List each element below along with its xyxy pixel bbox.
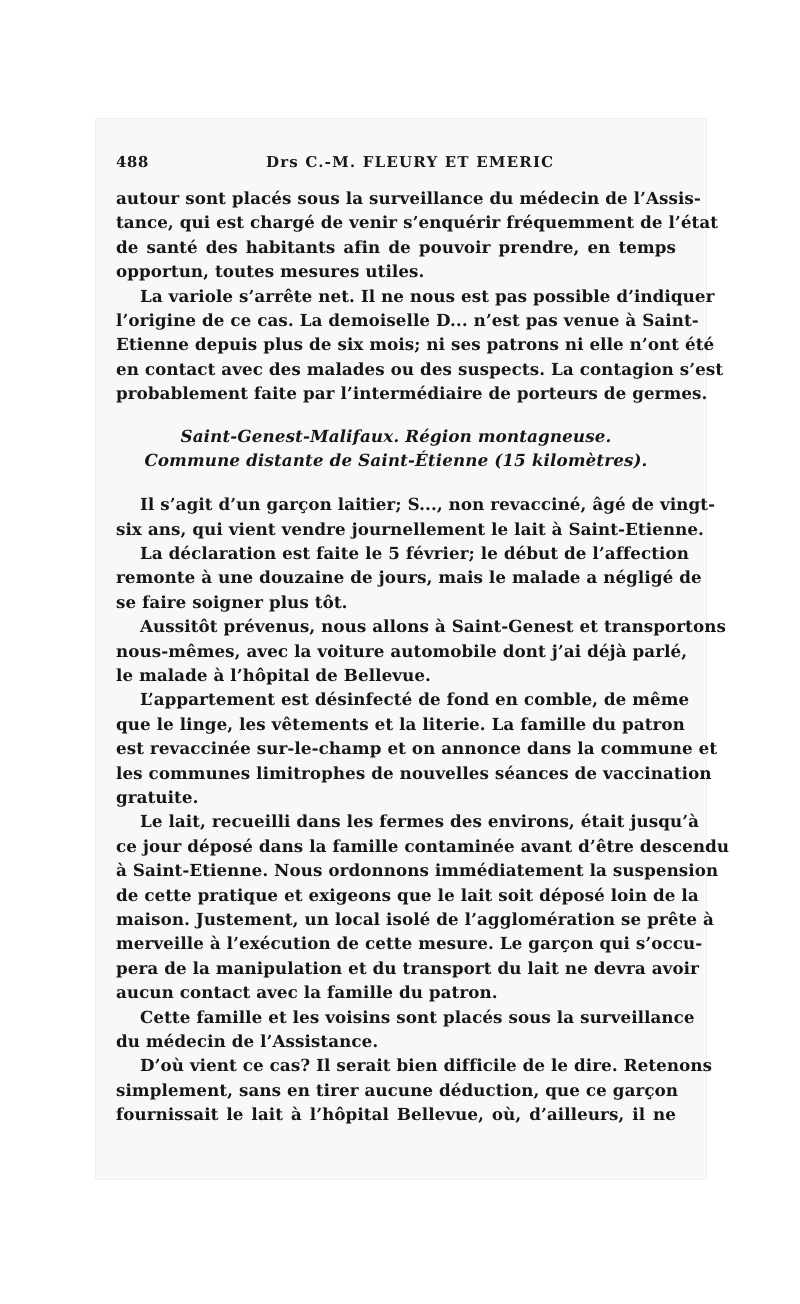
- text-line: aucun contact avec la famille du patron.: [116, 982, 498, 1003]
- text-line: l’origine de ce cas. La demoiselle D... n’est pas venue à Saint-: [116, 309, 699, 330]
- text-line: simplement, sans en tirer aucune déduction, que ce garçon: [116, 1079, 679, 1100]
- text-line: de santé des habitants afin de pouvoir prendre, en temps: [116, 236, 676, 257]
- heading-line: Commune distante de Saint-Étienne (15 kilomètres).: [144, 449, 648, 470]
- section-heading: [116, 424, 676, 473]
- text-line: le malade à l’hôpital de Bellevue.: [116, 665, 431, 686]
- text-line: six ans, qui vient vendre journellement le lait à Saint-Etienne.: [116, 518, 704, 539]
- paragraph-milk-suspension: [116, 809, 730, 1004]
- text-line: autour sont placés sous la surveillance du médecin de l’Assis-: [116, 188, 701, 208]
- text-line: les communes limitrophes de nouvelles séances de vaccination: [116, 762, 712, 783]
- text-line: maison. Justement, un local isolé de l’agglomération se prête à: [116, 908, 714, 929]
- text-line: Cette famille et les voisins sont placés sous la surveillance: [140, 1006, 695, 1027]
- paragraph-surveillance: [116, 1005, 695, 1054]
- text-line: opportun, toutes mesures utiles.: [116, 261, 425, 282]
- paragraph-disinfection: [116, 687, 718, 809]
- text-line: Etienne depuis plus de six mois; ni ses patrons ni elle n’ont été: [116, 334, 715, 355]
- paragraph-variola: [116, 284, 724, 406]
- paragraph-origin: [116, 1053, 713, 1126]
- text-line: de cette pratique et exigeons que le lait soit déposé loin de la: [116, 884, 699, 905]
- text-line: pera de la manipulation et du transport du lait ne devra avoir: [116, 957, 700, 978]
- continued-paragraph: [116, 186, 719, 284]
- text-line: en contact avec des malades ou des suspects. La contagion s’est: [116, 358, 724, 379]
- text-line: La variole s’arrête net. Il ne nous est pas possible d’indiquer: [140, 285, 715, 306]
- text-line: D’où vient ce cas? Il serait bien difficile de le dire. Retenons: [140, 1055, 713, 1076]
- page-number: 488: [116, 153, 149, 171]
- text-line: Le lait, recueilli dans les fermes des environs, était jusqu’à: [140, 811, 700, 832]
- text-line: L’appartement est désinfecté de fond en comble, de même: [140, 689, 690, 710]
- text-line: probablement faite par l’intermédiaire de porteurs de germes.: [116, 383, 708, 404]
- page-header: [116, 150, 676, 178]
- text-line: merveille à l’exécution de cette mesure. Le garçon qui s’occu-: [116, 933, 703, 954]
- text-line: fournissait le lait à l’hôpital Bellevue, où, d’ailleurs, il ne: [116, 1104, 676, 1125]
- text-line: La déclaration est faite le 5 février; le début de l’affection: [140, 543, 689, 564]
- heading-line: Saint-Genest-Malifaux. Région montagneuse.: [180, 425, 612, 446]
- text-line: à Saint-Etienne. Nous ordonnons immédiatement la suspension: [116, 860, 719, 881]
- text-line: gratuite.: [116, 786, 199, 807]
- paragraph-declaration: [116, 541, 702, 614]
- text-line: est revaccinée sur-le-champ et on annonce dans la commune et: [116, 738, 718, 759]
- text-line: ce jour déposé dans la famille contaminée avant d’être descendu: [116, 835, 730, 856]
- paragraph-transport: [116, 614, 726, 687]
- text-line: Aussitôt prévenus, nous allons à Saint-Genest et transportons: [140, 616, 726, 637]
- text-line: remonte à une douzaine de jours, mais le malade a négligé de: [116, 567, 702, 588]
- text-line: Il s’agit d’un garçon laitier; S..., non revacciné, âgé de vingt-: [140, 494, 716, 515]
- text-line: tance, qui est chargé de venir s’enquérir fréquemment de l’état: [116, 212, 719, 233]
- text-line: que le linge, les vêtements et la literie. La famille du patron: [116, 713, 685, 734]
- text-line: du médecin de l’Assistance.: [116, 1030, 379, 1051]
- page-text-block: [116, 150, 730, 1126]
- running-head: Drs C.-M. FLEURY ET EMERIC: [266, 153, 555, 171]
- text-line: nous-mêmes, avec la voiture automobile dont j’ai déjà parlé,: [116, 640, 688, 661]
- text-line: se faire soigner plus tôt.: [116, 591, 348, 612]
- paragraph-dairy-worker: [116, 492, 716, 541]
